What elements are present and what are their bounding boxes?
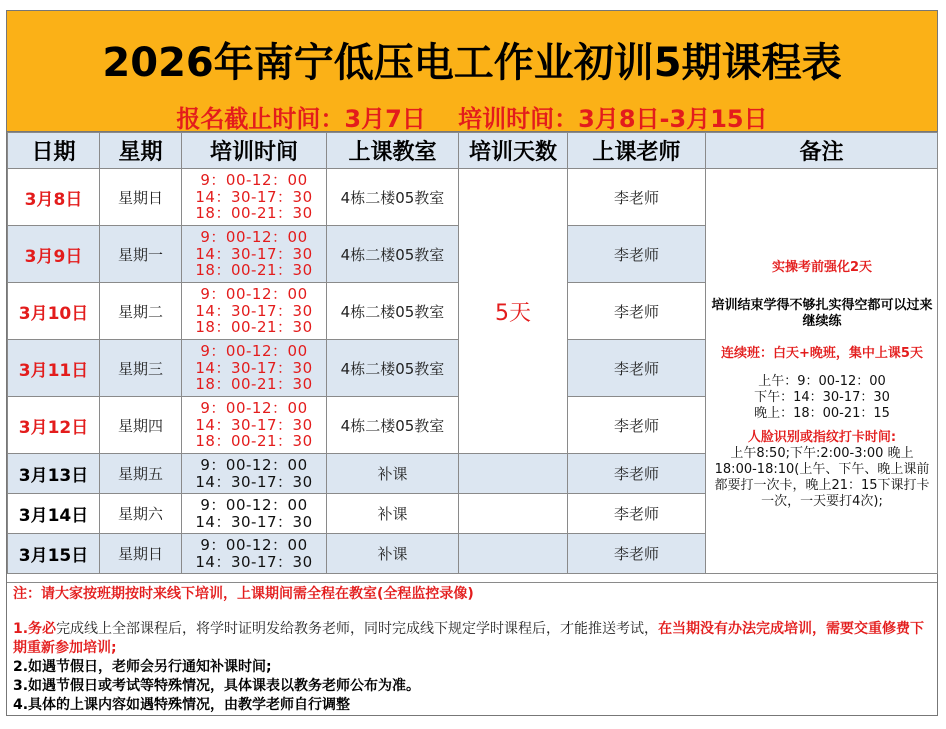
note-morning: 上午：9：00-12：00 bbox=[758, 374, 886, 389]
col-header-days: 培训天数 bbox=[459, 133, 568, 169]
weekday-cell: 星期日 bbox=[100, 534, 182, 574]
schedule-sheet bbox=[6, 10, 938, 716]
time-slot: 9：00-12：00 bbox=[200, 496, 308, 514]
header-row bbox=[8, 133, 938, 169]
room-cell: 4栋二楼05教室 bbox=[327, 340, 459, 397]
footer-item-1-warning: 在当期没有办法完成培训，需要交重修费下期重新参加培训; bbox=[13, 621, 925, 656]
time-cell bbox=[182, 534, 327, 574]
time-slot: 9：00-12：00 bbox=[200, 536, 308, 554]
time-slot: 9：00-12：00 bbox=[200, 228, 308, 247]
note-practice: 实操考前强化2天 bbox=[771, 260, 873, 275]
date-cell: 3月9日 bbox=[8, 226, 100, 283]
date-cell: 3月14日 bbox=[8, 494, 100, 534]
time-slot: 14：30-17：30 bbox=[195, 244, 313, 263]
time-slot: 18：00-21：30 bbox=[195, 318, 313, 337]
time-slot: 9：00-12：00 bbox=[200, 456, 308, 474]
time-cell bbox=[182, 454, 327, 494]
teacher-cell: 李老师 bbox=[568, 283, 706, 340]
note-evening: 晚上：18：00-21：15 bbox=[754, 406, 890, 421]
training-period: 培训时间：3月8日-3月15日 bbox=[458, 105, 768, 133]
weekday-cell: 星期二 bbox=[100, 283, 182, 340]
page-title: 2026年南宁低压电工作业初训5期课程表 bbox=[102, 40, 842, 86]
time-cell bbox=[182, 397, 327, 454]
date-cell: 3月8日 bbox=[8, 169, 100, 226]
footer-notes bbox=[7, 582, 937, 715]
date-cell: 3月10日 bbox=[8, 283, 100, 340]
date-cell: 3月15日 bbox=[8, 534, 100, 574]
time-slot: 14：30-17：30 bbox=[195, 301, 313, 320]
date-cell: 3月11日 bbox=[8, 340, 100, 397]
time-slot: 9：00-12：00 bbox=[200, 285, 308, 304]
room-cell: 补课 bbox=[327, 454, 459, 494]
time-slot: 18：00-21：30 bbox=[195, 375, 313, 394]
notes-cell bbox=[706, 169, 938, 574]
time-slot: 14：30-17：30 bbox=[195, 472, 313, 491]
col-header-weekday: 星期 bbox=[100, 133, 182, 169]
time-slot: 9：00-12：00 bbox=[200, 342, 308, 361]
training-days-empty bbox=[459, 454, 568, 494]
teacher-cell: 李老师 bbox=[568, 494, 706, 534]
room-cell: 4栋二楼05教室 bbox=[327, 169, 459, 226]
note-checkin-title: 人脸识别或指纹打卡时间: bbox=[747, 430, 897, 445]
note-continue: 培训结束学得不够扎实得空都可以过来继续练 bbox=[711, 298, 933, 329]
footer-item-2: 2.如遇节假日，老师会另行通知补课时间; bbox=[13, 659, 272, 675]
footer-attendance-note: 注：请大家按班期按时来线下培训，上课期间需全程在教室(全程监控录像) bbox=[13, 586, 474, 602]
training-days-empty bbox=[459, 534, 568, 574]
teacher-cell: 李老师 bbox=[568, 226, 706, 283]
time-slot: 18：00-21：30 bbox=[195, 204, 313, 223]
time-cell bbox=[182, 169, 327, 226]
room-cell: 4栋二楼05教室 bbox=[327, 283, 459, 340]
col-header-teacher: 上课老师 bbox=[568, 133, 706, 169]
room-cell: 补课 bbox=[327, 534, 459, 574]
time-cell bbox=[182, 340, 327, 397]
time-slot: 18：00-21：30 bbox=[195, 432, 313, 451]
schedule-table bbox=[7, 132, 938, 574]
time-cell bbox=[182, 283, 327, 340]
time-slot: 14：30-17：30 bbox=[195, 512, 313, 531]
date-cell: 3月12日 bbox=[8, 397, 100, 454]
date-cell: 3月13日 bbox=[8, 454, 100, 494]
weekday-cell: 星期一 bbox=[100, 226, 182, 283]
teacher-cell: 李老师 bbox=[568, 169, 706, 226]
teacher-cell: 李老师 bbox=[568, 534, 706, 574]
weekday-cell: 星期六 bbox=[100, 494, 182, 534]
table-row bbox=[8, 169, 938, 226]
weekday-cell: 星期四 bbox=[100, 397, 182, 454]
training-days-cell: 5天 bbox=[459, 169, 568, 454]
col-header-notes: 备注 bbox=[706, 133, 938, 169]
footer-item-3: 3.如遇节假日或考试等特殊情况，具体课表以教务老师公布为准。 bbox=[13, 678, 421, 694]
weekday-cell: 星期五 bbox=[100, 454, 182, 494]
teacher-cell: 李老师 bbox=[568, 454, 706, 494]
weekday-cell: 星期三 bbox=[100, 340, 182, 397]
registration-deadline: 报名截止时间：3月7日 bbox=[176, 105, 426, 133]
title-banner bbox=[7, 11, 937, 132]
note-checkin-detail: 上午8:50;下午:2:00-3:00 晚上18:00-18:10(上午、下午、晚上课前都要打一次卡，晚上21：15下课打卡 一次，一天要打4次); bbox=[714, 446, 930, 509]
time-cell bbox=[182, 226, 327, 283]
time-slot: 14：30-17：30 bbox=[195, 358, 313, 377]
time-slot: 14：30-17：30 bbox=[195, 552, 313, 571]
footer-item-1-prefix: 1.务必 bbox=[13, 621, 57, 637]
footer-item-1 bbox=[13, 620, 931, 658]
col-header-date: 日期 bbox=[8, 133, 100, 169]
teacher-cell: 李老师 bbox=[568, 397, 706, 454]
col-header-time: 培训时间 bbox=[182, 133, 327, 169]
note-afternoon: 下午：14：30-17：30 bbox=[754, 390, 890, 405]
time-slot: 9：00-12：00 bbox=[200, 399, 308, 418]
time-slot: 18：00-21：30 bbox=[195, 261, 313, 280]
teacher-cell: 李老师 bbox=[568, 340, 706, 397]
room-cell: 4栋二楼05教室 bbox=[327, 226, 459, 283]
time-slot: 9：00-12：00 bbox=[200, 171, 308, 190]
col-header-room: 上课教室 bbox=[327, 133, 459, 169]
time-slot: 14：30-17：30 bbox=[195, 187, 313, 206]
footer-item-1-body: 完成线上全部课程后，将学时证明发给教务老师，同时完成线下规定学时课程后，才能推送考试， bbox=[56, 621, 659, 637]
room-cell: 补课 bbox=[327, 494, 459, 534]
room-cell: 4栋二楼05教室 bbox=[327, 397, 459, 454]
time-slot: 14：30-17：30 bbox=[195, 415, 313, 434]
subtitle bbox=[7, 99, 937, 134]
weekday-cell: 星期日 bbox=[100, 169, 182, 226]
footer-item-4: 4.具体的上课内容如遇特殊情况，由教学老师自行调整 bbox=[13, 697, 351, 713]
time-cell bbox=[182, 494, 327, 534]
note-continuous-class: 连续班：白天+晚班，集中上课5天 bbox=[721, 346, 923, 361]
training-days-empty bbox=[459, 494, 568, 534]
